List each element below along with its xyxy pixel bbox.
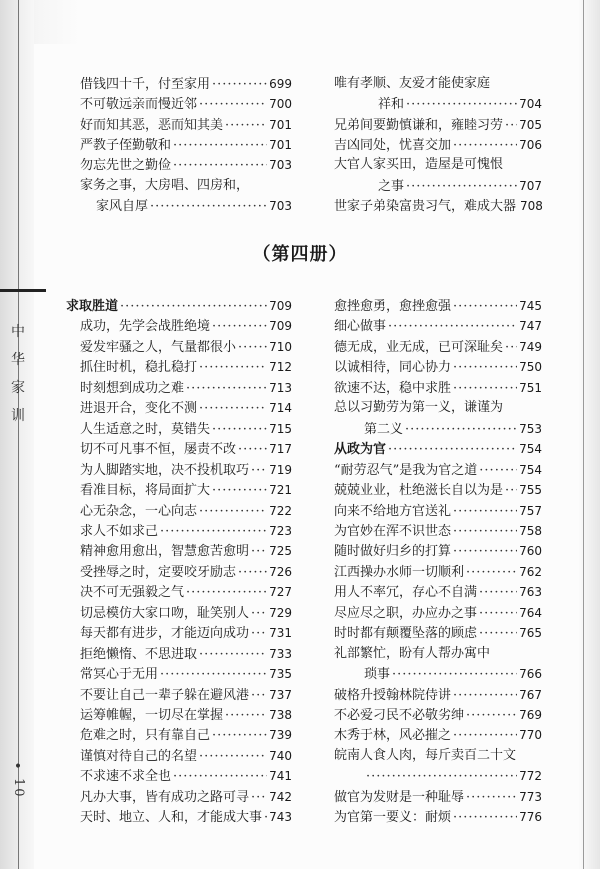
toc-leader-dots — [251, 461, 267, 481]
toc-entry — [80, 541, 292, 562]
toc-page-number: 764 — [519, 605, 542, 620]
toc-entry — [80, 398, 292, 419]
toc-entry-title: 进退开合，变化不测 — [80, 401, 198, 417]
toc-entry — [80, 521, 292, 542]
toc-entry-title: 不必爱刁民不必敬劣绅 — [334, 708, 465, 723]
toc-entry-title: 拒绝懒惰、不思进取 — [80, 646, 198, 662]
toc-page-number: 703 — [269, 158, 292, 173]
page-number — [0, 760, 36, 799]
toc-leader-dots — [479, 604, 517, 624]
toc-page-number: 735 — [269, 667, 292, 682]
toc-entry — [80, 115, 292, 136]
toc-leader-dots — [199, 95, 267, 115]
toc-entry — [334, 562, 542, 583]
toc-entry — [334, 316, 542, 337]
toc-entry-title: 吉凶同处，忧喜交加 — [334, 137, 452, 153]
toc-entry — [80, 74, 292, 95]
toc-entry — [364, 766, 542, 787]
toc-page-number: 741 — [269, 769, 292, 784]
toc-entry-title: 好而知其恶，恶而知其美 — [80, 117, 224, 133]
toc-page-number: 754 — [519, 442, 542, 457]
toc-entry-title: 以诚相待，同心协力 — [334, 360, 452, 376]
toc-page-number: 760 — [519, 544, 542, 559]
toc-leader-dots — [251, 686, 267, 706]
toc-page-number: 705 — [519, 117, 542, 132]
toc-entry-title: 做官为发财是一种耻辱 — [334, 789, 465, 805]
toc-entry — [364, 664, 542, 685]
toc-entry — [334, 460, 542, 481]
book-title-char: 中 — [11, 324, 25, 340]
toc-entry — [334, 603, 542, 624]
toc-page-number: 740 — [269, 748, 292, 763]
toc-page-number: 723 — [269, 523, 292, 538]
toc-entry-title: 勿忘先世之勤俭 — [80, 158, 172, 174]
toc-entry-text: 唯有孝顺、友爱才能使家庭 — [334, 76, 491, 91]
toc-entry — [80, 480, 292, 501]
toc-entry — [80, 603, 292, 624]
toc-entry-title: 不要让自己一辈子躲在避风港 — [80, 687, 250, 703]
toc-entry-title: 每天都有进步，才能迈向成功 — [80, 626, 250, 642]
toc-leader-dots — [212, 420, 267, 440]
toc-page-number: 710 — [269, 339, 292, 354]
toc-page-number: 712 — [269, 360, 292, 375]
book-title-char: 家 — [11, 380, 25, 396]
toc-page-number: 767 — [519, 687, 542, 702]
toc-page-number: 762 — [519, 564, 542, 579]
toc-leader-dots — [212, 481, 267, 501]
toc-leader-dots — [225, 706, 267, 726]
toc-entry-title: 决不可无强毅之气 — [80, 585, 185, 601]
toc-page-number: 772 — [519, 769, 542, 784]
toc-leader-dots — [199, 502, 267, 522]
toc-entry — [80, 94, 292, 115]
toc-leader-dots — [388, 317, 517, 337]
toc-page-number: 699 — [269, 77, 292, 91]
toc-entry-title: 家风自厚 — [96, 198, 149, 214]
toc-entry — [334, 337, 542, 358]
toc-entry — [80, 562, 292, 583]
toc-page-number: 754 — [519, 462, 542, 477]
toc-entry-title: 随时做好归乡的打算 — [334, 544, 452, 560]
toc-leader-dots — [251, 604, 267, 624]
toc-entry-title: 木秀于林，风必摧之 — [334, 728, 452, 744]
toc-entry-title: 德无成，业无成，已可深耻矣 — [334, 339, 504, 355]
toc-entry — [334, 685, 542, 706]
toc-page-number: 755 — [519, 483, 542, 498]
page-number-text: 10 — [11, 778, 26, 799]
toc-page-number: 749 — [519, 339, 542, 354]
toc-entry — [334, 135, 542, 156]
toc-entry — [80, 807, 292, 828]
toc-entry — [334, 378, 542, 399]
toc-leader-dots — [366, 767, 517, 787]
toc-page-number: 766 — [519, 667, 542, 682]
toc-entry-title: 愈挫愈勇，愈挫愈强 — [334, 299, 452, 314]
toc-entry-title: 兢兢业业，杜绝滋长自以为是 — [334, 483, 504, 499]
toc-leader-dots — [238, 338, 267, 358]
toc-leader-dots — [199, 645, 267, 665]
margin-rule-right — [583, 0, 584, 869]
toc-page-number: 725 — [269, 544, 292, 559]
toc-entry — [334, 296, 542, 317]
toc-entry-title: 琐事 — [364, 667, 391, 683]
toc-entry-title: 尽应尽之职，办应办之事 — [334, 605, 478, 621]
toc-page-number: 706 — [519, 137, 542, 152]
toc-leader-dots — [479, 583, 517, 603]
toc-page-number: 737 — [269, 687, 292, 702]
toc-page-number: 701 — [269, 117, 292, 132]
toc-leader-dots — [479, 461, 517, 481]
toc-leader-dots — [453, 358, 517, 378]
toc-page-number: 773 — [519, 789, 542, 804]
toc-leader-dots — [453, 502, 517, 522]
toc-entry-title: 江西操办水师一切顺利 — [334, 564, 465, 580]
toc-leader-dots — [173, 767, 267, 787]
toc-leader-dots — [505, 338, 517, 358]
toc-entry — [334, 787, 542, 808]
toc-page-number: 703 — [269, 198, 292, 213]
toc-entry-text: 家务之事，大房唱、四房和， — [80, 177, 250, 193]
toc-entry-title: 不可敬远亲而慢近邻 — [80, 97, 198, 113]
toc-page-number: 758 — [519, 523, 542, 538]
toc-entry-title: 兄弟间要勤慎谦和，雍睦习劳 — [334, 117, 504, 133]
toc-page-number: 709 — [269, 319, 292, 334]
toc-entry — [80, 460, 292, 481]
toc-page-number: 715 — [269, 421, 292, 436]
toc-entry — [378, 176, 542, 197]
toc-entry-title: 用人不率冗，存心不自满 — [334, 585, 478, 601]
toc-entry — [80, 725, 292, 746]
toc-entry-title: 常冥心于无用 — [80, 667, 159, 683]
book-title-char: 训 — [11, 408, 25, 424]
toc-entry — [80, 705, 292, 726]
toc-entry-title: 借钱四十千，付至家用 — [80, 77, 211, 92]
toc-entry-title: 不求速不求全也 — [80, 769, 172, 785]
toc-page-number: 722 — [269, 503, 292, 518]
toc-leader-dots — [251, 542, 267, 562]
toc-page-number: 709 — [269, 299, 292, 313]
toc-leader-dots — [453, 542, 517, 562]
toc-leader-dots — [199, 358, 267, 378]
toc-page-number: 714 — [269, 401, 292, 416]
toc-entry-title: 天时、地立、人和，才能成大事 — [80, 810, 263, 826]
toc-leader-dots — [453, 379, 517, 399]
toc-entry-title: 第二义 — [364, 421, 404, 437]
toc-entry — [96, 196, 292, 217]
toc-entry — [80, 746, 292, 767]
toc-entry-title: 爱发牢骚之人，气量都很小 — [80, 339, 237, 355]
toc-entry-title: 心无杂念，一心向志 — [80, 503, 198, 519]
volume-title: （第四册） — [252, 244, 348, 265]
toc-entry — [80, 664, 292, 685]
toc-page-number: 763 — [519, 585, 542, 600]
toc-entry — [80, 357, 292, 378]
toc-entry — [334, 357, 542, 378]
toc-leader-dots — [238, 440, 267, 460]
toc-entry — [80, 155, 292, 176]
toc-entry — [80, 644, 292, 665]
toc-entry-title: 为官第一要义：耐烦 — [334, 810, 452, 826]
running-book-title — [0, 318, 36, 430]
toc-page-number: 757 — [519, 503, 542, 518]
toc-entry — [80, 787, 292, 808]
toc-entry — [334, 541, 542, 562]
toc-leader-dots — [466, 563, 517, 583]
toc-entry — [334, 115, 542, 136]
toc-page-number: 765 — [519, 626, 542, 641]
toc-entry — [334, 521, 542, 542]
toc-entry-title: 从政为官 — [334, 442, 387, 458]
margin-rule-left — [18, 0, 19, 869]
toc-leader-dots — [212, 726, 267, 746]
toc-entry — [334, 582, 542, 603]
toc-section-heading — [66, 296, 292, 317]
toc-leader-dots — [160, 665, 267, 685]
toc-entry — [80, 439, 292, 460]
toc-page-number: 776 — [519, 810, 542, 825]
toc-page-number: 742 — [269, 789, 292, 804]
toc-entry-title: 精神愈用愈出，智慧愈苦愈明 — [80, 544, 250, 560]
toc-page-number: 770 — [519, 728, 542, 743]
toc-page-number: 729 — [269, 605, 292, 620]
toc-entry-title: 凡办大事，皆有成功之路可寻 — [80, 789, 250, 805]
toc-page-number: 743 — [269, 810, 292, 825]
toc-leader-dots — [251, 788, 267, 808]
toc-entry — [334, 725, 542, 746]
toc-page-number: 727 — [269, 585, 292, 600]
toc-section-heading — [334, 439, 542, 460]
toc-entry-title: 之事 — [378, 178, 405, 194]
toc-entry-text: 大官人家买田，造屋是可愧恨 — [334, 157, 504, 173]
toc-page-number: 738 — [269, 708, 292, 722]
toc-leader-dots — [405, 420, 517, 440]
toc-leader-dots — [466, 706, 517, 726]
toc-entry — [334, 196, 542, 217]
toc-entry-title: 切不可凡事不恒，屡责不改 — [80, 442, 237, 458]
toc-entry-title: “耐劳忍气”是我为官之道 — [334, 462, 478, 478]
toc-leader-dots — [466, 788, 517, 808]
toc-entry-title: 欲速不达，稳中求胜 — [334, 380, 452, 396]
toc-entry-title: 受挫辱之时，定要咬牙励志 — [80, 564, 237, 580]
toc-entry — [378, 94, 542, 115]
toc-entry-title: 抓住时机，稳扎稳打 — [80, 360, 198, 376]
toc-entry-title: 时刻想到成功之难 — [80, 380, 185, 396]
toc-leader-dots — [120, 297, 267, 317]
toc-leader-dots — [173, 136, 267, 156]
toc-entry-title: 祥和 — [378, 97, 405, 113]
toc-page-number: 713 — [269, 380, 292, 395]
toc-entry-title: 时时都有颠覆坠落的顾虑 — [334, 626, 478, 642]
toc-entry — [364, 419, 542, 440]
toc-leader-dots — [238, 563, 267, 583]
toc-page-number: 753 — [519, 421, 542, 436]
toc-entry — [80, 685, 292, 706]
toc-leader-dots — [225, 116, 267, 136]
toc-entry-title: 细心做事 — [334, 319, 387, 335]
toc-leader-dots — [264, 808, 267, 828]
toc-page-number: 707 — [519, 178, 542, 193]
toc-page-number: 719 — [269, 462, 292, 477]
toc-entry-title: 危难之时，只有靠自己 — [80, 728, 211, 744]
toc-entry — [80, 316, 292, 337]
toc-leader-dots — [406, 177, 517, 197]
toc-page-number: 731 — [269, 626, 292, 641]
toc-entry-title: 切忌模仿大家口吻，耻笑别人 — [80, 605, 250, 621]
toc-entry-title: 向来不给地方官送礼 — [334, 503, 452, 519]
toc-entry-text: 总以习勤劳为第一义，谦谨为 — [334, 400, 504, 416]
toc-entry — [80, 501, 292, 522]
toc-leader-dots — [453, 686, 517, 706]
toc-leader-dots — [251, 624, 267, 644]
toc-leader-dots — [199, 399, 267, 419]
toc-entry-title: 成功，先学会战胜绝境 — [80, 319, 211, 335]
toc-leader-dots — [505, 116, 517, 136]
toc-leader-dots — [453, 136, 517, 156]
toc-leader-dots — [150, 197, 267, 217]
toc-leader-dots — [505, 481, 517, 501]
toc-entry — [334, 501, 542, 522]
toc-leader-dots — [453, 297, 517, 317]
toc-entry-title: 运筹帷幄，一切尽在掌握 — [80, 708, 224, 723]
toc-leader-dots — [186, 379, 267, 399]
page-binding-shadow — [0, 0, 34, 869]
toc-leader-dots — [479, 624, 517, 644]
toc-entry-title: 为人脚踏实地，决不投机取巧 — [80, 462, 250, 478]
toc-entry-title: 严教子侄勤敬和 — [80, 137, 172, 153]
margin-tab-mark — [0, 289, 46, 292]
toc-page-number: 717 — [269, 442, 292, 457]
toc-entry-title: 为官妙在浑不识世态 — [334, 523, 452, 539]
toc-page-number: 751 — [519, 380, 542, 395]
toc-page-number: 704 — [519, 97, 542, 112]
toc-entry-title: 破格升授翰林院侍讲 — [334, 687, 452, 703]
toc-leader-dots — [212, 317, 267, 337]
toc-leader-dots — [212, 75, 267, 95]
toc-entry — [334, 807, 542, 828]
toc-leader-dots — [453, 808, 517, 828]
toc-entry — [80, 337, 292, 358]
toc-entry-text: 礼部繁忙，盼有人帮办寓中 — [334, 645, 491, 661]
page-top-shadow — [0, 0, 600, 44]
toc-leader-dots — [199, 747, 267, 767]
toc-page-number: 733 — [269, 646, 292, 661]
toc-entry-title: 求取胜道 — [66, 299, 119, 314]
toc-entry — [80, 419, 292, 440]
toc-page-number: 769 — [519, 708, 542, 722]
toc-leader-dots — [392, 665, 517, 685]
toc-entry-title: 人生适意之时，莫错失 — [80, 421, 211, 437]
toc-entry — [80, 582, 292, 603]
toc-entry-title: 求人不如求己 — [80, 523, 159, 539]
toc-leader-dots — [160, 522, 267, 542]
toc-page-number: 739 — [269, 728, 292, 743]
toc-entry-title: 谨慎对待自己的名望 — [80, 748, 198, 764]
toc-entry — [80, 766, 292, 787]
toc-entry — [80, 623, 292, 644]
toc-entry-text: 皖南人食人肉，每斤卖百二十文 — [334, 747, 517, 763]
toc-page-number: 745 — [519, 299, 542, 313]
toc-page-number: 750 — [519, 360, 542, 375]
toc-page-number: 726 — [269, 564, 292, 579]
toc-page-number: 708 — [520, 198, 543, 213]
toc-page-number: 721 — [269, 483, 292, 498]
toc-entry — [334, 480, 542, 501]
folio-dot: • — [13, 759, 23, 775]
toc-leader-dots — [173, 156, 267, 176]
toc-leader-dots — [186, 583, 267, 603]
page-right-shadow — [578, 0, 600, 869]
toc-leader-dots — [388, 440, 517, 460]
toc-leader-dots — [453, 522, 517, 542]
book-title-char: 华 — [11, 352, 25, 368]
toc-entry — [80, 378, 292, 399]
toc-leader-dots — [453, 726, 517, 746]
toc-page-number: 701 — [269, 137, 292, 152]
toc-entry — [334, 623, 542, 644]
toc-page-number: 747 — [519, 319, 542, 334]
toc-page-number: 700 — [269, 97, 292, 112]
toc-entry-title: 世家子弟染富贵习气，难成大器 — [334, 198, 517, 214]
toc-entry-title: 看准目标，将局面扩大 — [80, 483, 211, 499]
toc-entry — [334, 705, 542, 726]
toc-entry — [80, 135, 292, 156]
toc-leader-dots — [406, 95, 517, 115]
